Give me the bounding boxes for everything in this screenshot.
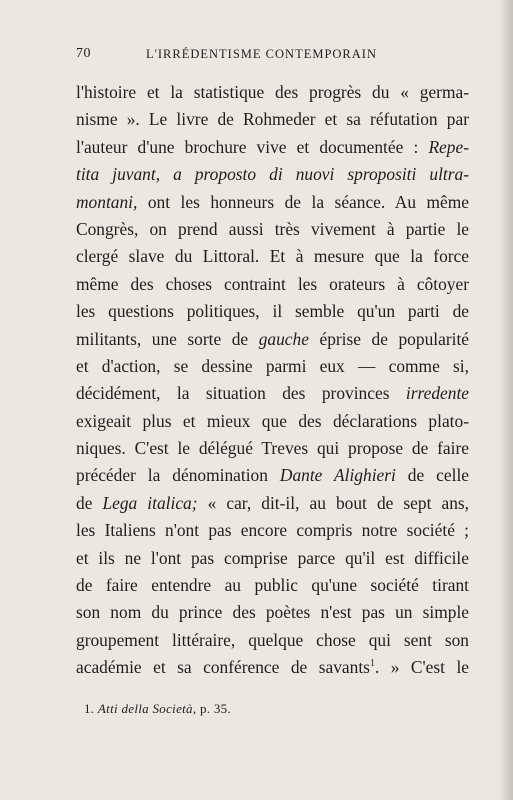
text-segment: précéder la dénomination	[76, 465, 280, 486]
text-segment: nisme ». Le livre de Rohmeder et sa réfutation par	[76, 109, 469, 130]
page-number: 70	[76, 46, 91, 61]
running-title: L'IRRÉDENTISME CONTEMPORAIN	[146, 47, 377, 61]
text-line	[76, 79, 469, 106]
footnote-title: Atti della Società	[97, 701, 193, 716]
italic-text: Dante Alighieri	[279, 465, 396, 486]
text-line	[76, 380, 469, 407]
italic-text: montani,	[76, 191, 138, 212]
running-head	[76, 46, 473, 66]
text-segment: éprise de popularité	[308, 328, 469, 349]
italic-text: Repe-	[428, 136, 469, 157]
text-line	[76, 271, 469, 298]
text-segment: son nom du prince des poètes n'est pas un simple	[76, 602, 469, 623]
italic-text: Lega italica;	[102, 492, 198, 513]
text-segment: de celle	[395, 465, 469, 486]
footnote-reference: 1	[369, 658, 375, 670]
text-segment: décidément, la situation des provinces	[76, 383, 406, 404]
text-segment: les Italiens n'ont pas encore compris notre société ;	[76, 520, 469, 541]
text-line	[76, 326, 469, 353]
text-segment: de faire entendre au public qu'une société tirant	[76, 575, 469, 596]
text-segment: l'histoire et la statistique des progrès du « germa-	[76, 82, 469, 102]
text-segment: de	[76, 492, 103, 513]
footnote	[84, 701, 231, 717]
text-line	[76, 627, 469, 654]
text-segment: groupement littéraire, quelque chose qui sent son	[76, 629, 469, 650]
italic-text: irredente	[405, 383, 469, 404]
text-line	[76, 572, 469, 599]
text-segment: niques. C'est le délégué Treves qui propose de faire	[76, 438, 469, 459]
text-segment: l'auteur d'une brochure vive et documentée :	[76, 136, 429, 157]
text-line	[76, 106, 469, 133]
text-segment: militants, une sorte de	[76, 328, 259, 349]
page-edge-shadow	[499, 0, 513, 800]
text-segment: et ils ne l'ont pas comprise parce qu'il est difficile	[76, 547, 469, 568]
text-segment: clergé slave du Littoral. Et à mesure que la force	[76, 246, 469, 267]
text-segment: exigeait plus et mieux que des déclarations plato-	[76, 410, 469, 431]
text-segment: . » C'est le	[374, 657, 470, 678]
italic-text: tita juvant, a proposto di nuovi spropositi ultra-	[76, 164, 469, 185]
text-line	[76, 408, 469, 435]
text-line	[76, 134, 469, 161]
text-line	[76, 654, 469, 681]
text-segment: ont les honneurs de la séance. Au même	[137, 191, 469, 212]
text-line	[76, 545, 469, 572]
text-line	[76, 216, 469, 243]
text-segment: académie et sa conférence de savants	[76, 657, 370, 678]
text-segment: « car, dit-il, au bout de sept ans,	[197, 492, 470, 513]
footnote-suffix: , p. 35.	[192, 701, 232, 716]
footnote-number: 1.	[84, 701, 95, 716]
text-line	[76, 517, 469, 544]
text-line	[76, 435, 469, 462]
text-line	[76, 243, 469, 270]
text-line	[76, 298, 469, 325]
body-text	[76, 79, 469, 682]
text-line	[76, 161, 469, 188]
text-line	[76, 599, 469, 626]
text-segment: et d'action, se dessine parmi eux — comme si,	[76, 355, 469, 376]
text-segment: les questions politiques, il semble qu'un parti de	[76, 301, 469, 322]
text-line	[76, 490, 469, 517]
italic-text: gauche	[258, 328, 309, 349]
text-line	[76, 462, 469, 489]
text-segment: même des choses contraint les orateurs à côtoyer	[76, 273, 469, 294]
text-line	[76, 189, 469, 216]
text-segment: Congrès, on prend aussi très vivement à partie le	[76, 218, 469, 239]
text-line	[76, 353, 469, 380]
